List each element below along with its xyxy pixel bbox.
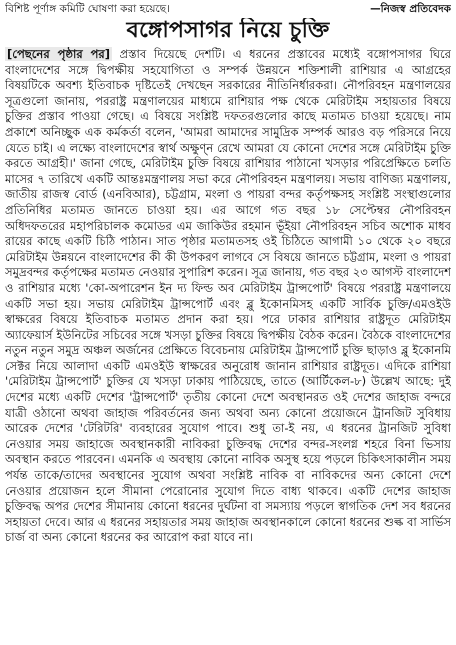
byline: —নিজস্ব প্রতিবেদক [370,3,451,15]
article-body [5,47,451,642]
top-strip [5,2,451,18]
article-headline: বঙ্গোপসাগর নিয়ে চুক্তি [126,18,330,43]
article-body-text: প্রস্তাব দিয়েছে দেশটি। এ ধরনের প্রস্তাবের মধ্যেই বঙ্গোপসাগর ঘিরে বাংলাদেশের সঙ্গে দ্বিপক্ষীয় সহযোগিতা ও সম্পর্ক উন্নয়নে শক্তিশালী রাশিয়ার এ আগ্রহের বিষয়টিকে অবশ্য ইতিবাচক দৃষ্টিতেই দেখছেন সরকারের নীতিনির্ধারকরা। নৌপরিবহন মন্ত্রণালয়ের সূত্রগুলো জানায়, পররাষ্ট্র মন্ত্রণালয়ের মাধ্যমে রাশিয়ার পক্ষ থেকে মেরিটাইম সহায়তার বিষয়ে চুক্তির প্রস্তাব পাওয়া গেছে। এ বিষয়ে সংশ্লিষ্ট দফতরগুলোর কাছে মতামত চাওয়া হয়েছে। নাম প্রকাশে অনিচ্ছুক এক কর্মকর্তা বলেন, 'আমরা আমাদের সামুদ্রিক সম্পর্ক আরও বড় পরিসরে নিয়ে যেতে চাই। এ লক্ষ্যে বাংলাদেশের স্বার্থ অক্ষুণ্ন রেখে আমরা যে কোনো দেশের সঙ্গে মেরিটাইম চুক্তি করতে আগ্রহী।' জানা গেছে, মেরিটাইম চুক্তি বিষয়ে রাশিয়ার পাঠানো খসড়ার পরিপ্রেক্ষিতে চলতি মাসের ৭ তারিখে একটি আন্তঃমন্ত্রণালয় সভা করে নৌপরিবহন মন্ত্রণালয়। সভায় বাণিজ্য মন্ত্রণালয়, জাতীয় রাজস্ব বোর্ড (এনবিআর), চট্টগ্রাম, মংলা ও পায়রা বন্দর কর্তৃপক্ষসহ সংশ্লিষ্ট সংস্থাগুলোর প্রতিনিধির মতামত জানতে চাওয়া হয়। এর আগে গত বছর ১৮ সেপ্টেম্বর নৌপরিবহন অধিদফতরের মহাপরিচালক কমোডর এম জাকিউর রহমান ভূঁইয়া নৌপরিবহন সচিব অশোক মাধব রায়ের কাছে একটি চিঠি পাঠান। সাত পৃষ্ঠার মতামতসহ ওই চিঠিতে আগামী ১০ থেকে ২০ বছরে মেরিটাইম উন্নয়নে বাংলাদেশের কী কী উপকরণ লাগবে সে বিষয়ে জানতে চট্টগ্রাম, মংলা ও পায়রা সমুদ্রবন্দর কর্তৃপক্ষের মতামত নেওয়ার সুপারিশ করেন। সূত্র জানায়, গত বছর ২৩ আগস্ট বাংলাদেশ ও রাশিয়ার মধ্যে 'কো-অপারেশন ইন দ্য ফিল্ড অব মেরিটাইম ট্রান্সপোর্ট' বিষয়ে পররাষ্ট্র মন্ত্রণালয়ে একটি সভা হয়। সভায় মেরিটাইম ট্রান্সপোর্ট এবং ব্লু ইকোনমিসহ একটি সার্বিক চুক্তি/এমওইউ স্বাক্ষরের বিষয়ে ইতিবাচক মতামত প্রদান করা হয়। পরে ঢাকার রাশিয়ার রাষ্ট্রদূত মেরিটাইম অ্যাফেয়ার্স ইউনিটের সচিবের সঙ্গে খসড়া চুক্তির বিষয়ে দ্বিপক্ষীয় বৈঠক করেন। বৈঠকে বাংলাদেশের নতুন নতুন সমুদ্র অঞ্চল অর্জনের প্রেক্ষিতে বিবেচনায় মেরিটাইম ট্রান্সপোর্ট চুক্তি ছাড়াও ব্লু ইকোনমি সেক্টর নিয়ে আলাদা একটি এমওইউ স্বাক্ষরের অনুরোধ জানান রাশিয়ার রাষ্ট্রদূত। এদিকে রাশিয়া 'মেরিটাইম ট্রান্সপোর্ট' চুক্তির যে খসড়া ঢাকায় পাঠিয়েছে, তাতে (আর্টিকেল-৮) উল্লেখ আছে: দুই দেশের মধ্যে একটি দেশের 'ট্রান্সপোর্ট' তৃতীয় কোনো দেশে অবস্থানরত ওই দেশের জাহাজ বন্দরে যাত্রী ওঠানো অথবা জাহাজ পরিবর্তনের জন্য অথবা অন্য কোনো প্রয়োজনে ট্রানজিট সুবিধায় আরেক দেশের 'টেরিটরি' ব্যবহারের সুযোগ পাবে। শুধু তা-ই নয়, এ ধরনের ট্রানজিট সুবিধা নেওয়ার সময় জাহাজে অবস্থানকারী নাবিকরা চুক্তিবদ্ধ দেশের বন্দর-সংলগ্ন শহরে বিনা ভিসায় অবস্থান করতে পারবেন। এমনকি এ অবস্থায় কোনো নাবিক অসুস্থ হয়ে পড়লে চিকিৎসাকালীন সময় পর্যন্ত তাকে/তাদের অবস্থানের সুযোগ অথবা সংশ্লিষ্ট নাবিক বা নাবিকদের অন্য কোনো দেশে নেওয়ার প্রয়োজন হলে সীমানা পেরোনোর সুযোগ দিতে বাধ্য থাকবে। একটি দেশের জাহাজ চুক্তিবদ্ধ অপর দেশের সীমানায় কোনো ধরনের দুর্ঘটনা বা সমস্যায় পড়লে স্বাগতিক দেশ সব ধরনের সহায়তা দেবে। আর এ ধরনের সহায়তার সময় জাহাজ অবস্থানকালে কোনো ধরনের শুল্ক বা সার্ভিস চার্জ বা অন্য কোনো ধরনের কর আরোপ করা যাবে না। [5,47,451,545]
continuation-label: [পেছনের পৃষ্ঠার পর] [7,47,111,61]
article-paragraph [5,47,451,546]
previous-article-tail: বিশিষ্ট পূর্ণাঙ্গ কমিটি ঘোষণা করা হয়েছে। [5,3,170,15]
